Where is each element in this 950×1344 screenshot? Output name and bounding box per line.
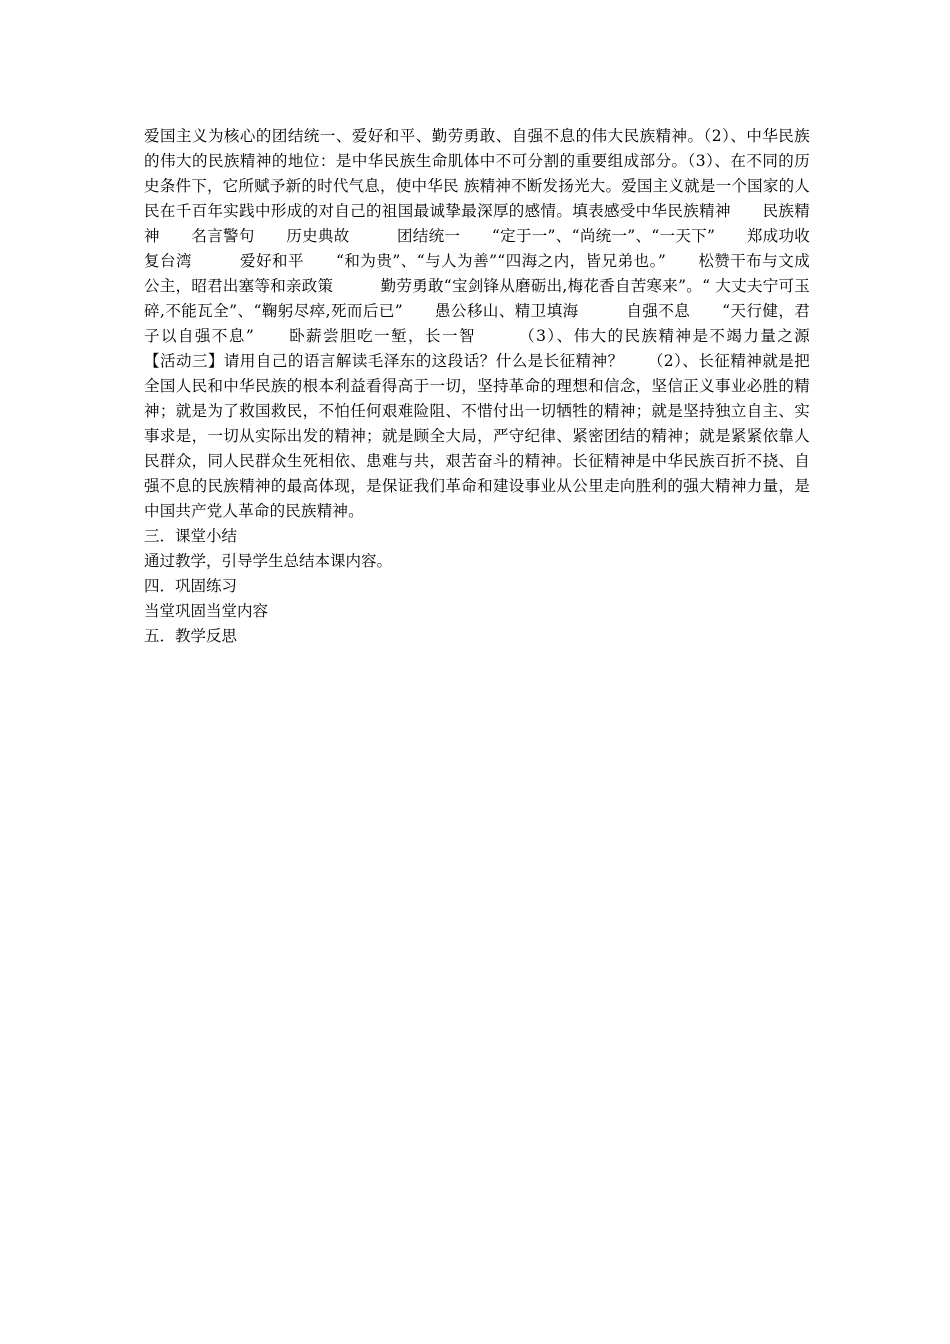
section-3-heading: 三．课堂小结 <box>144 527 238 545</box>
section-4-heading: 四．巩固练习 <box>144 577 238 595</box>
section-4-text: 当堂巩固当堂内容 <box>144 602 269 620</box>
document-page <box>144 124 842 649</box>
section-3-text: 通过教学，引导学生总结本课内容。 <box>144 552 393 570</box>
main-paragraph: 爱国主义为核心的团结统一、爱好和平、勤劳勇敢、自强不息的伟大民族精神。（2）、中华民族的伟大的民族精神的地位：是中华民族生命肌体中不可分割的重要组成部分。（3）、在不同的历史条件下，它所赋予新的时代气息，使中华民 族精神不断发扬光大。爱国主义就是一个国家的人民在千百年实践中形成的对自己的祖国最诚挚最深厚的感情。填表感受中华民族精神 民族精神 名言警句 历史典故 团结统一 “定于一”、“尚统一”、“一天下” 郑成功收复台湾 爱好和平 “和为贵”、“与人为善”“四海之内，皆兄弟也。” 松赞干布与文成公主，昭君出塞等和亲政策 勤劳勇敢“宝剑锋从磨砺出,梅花香自苦寒来”。“ 大丈夫宁可玉碎,不能瓦全”、“鞠躬尽瘁,死而后已” 愚公移山、精卫填海 自强不息 “天行健，君子以自强不息” 卧薪尝胆吃一堑，长一智 （3）、伟大的民族精神是不竭力量之源 【活动三】请用自己的语言解读毛泽东的这段话？什么是长征精神？ （2）、长征精神就是把全国人民和中华民族的根本利益看得高于一切，坚持革命的理想和信念，坚信正义事业必胜的精神；就是为了救国救民，不怕任何艰难险阻、不惜付出一切牺牲的精神；就是坚持独立自主、实事求是，一切从实际出发的精神；就是顾全大局，严守纪律、紧密团结的精神；就是紧紧依靠人民群众，同人民群众生死相依、患难与共，艰苦奋斗的精神。长征精神是中华民族百折不挠、自强不息的民族精神的最高体现，是保证我们革命和建设事业从公里走向胜利的强大精神力量，是中国共产党人革命的民族精神。 <box>144 127 842 520</box>
section-5-heading: 五．教学反思 <box>144 627 238 645</box>
